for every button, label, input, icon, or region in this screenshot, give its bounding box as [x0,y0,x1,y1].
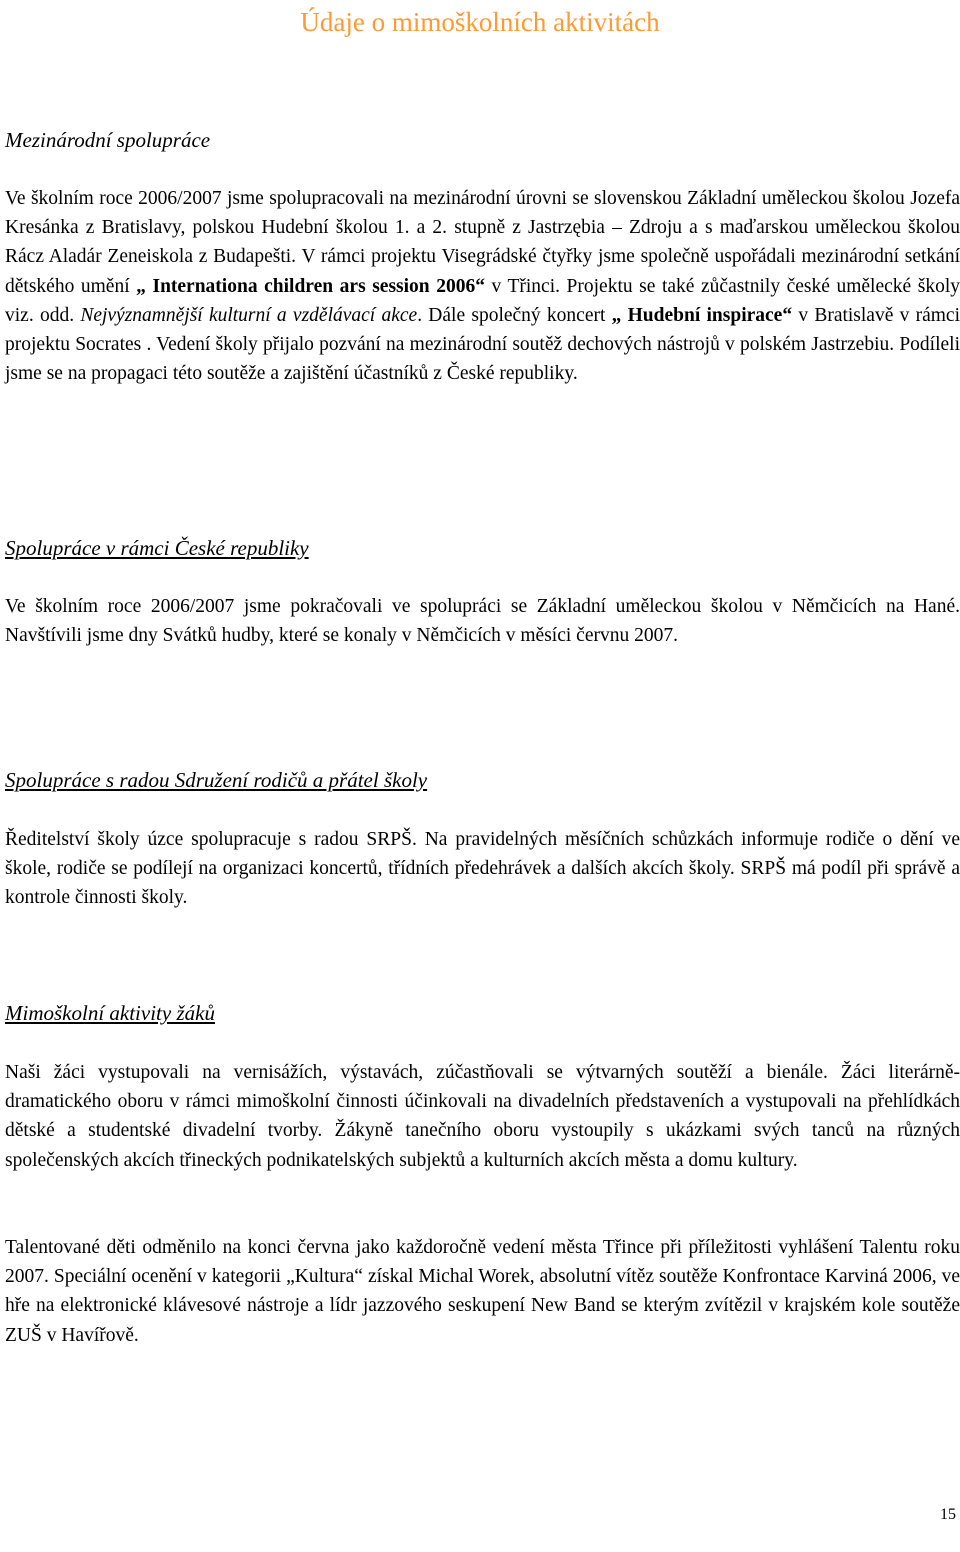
event-name-session: „ Internationa children ars session 2006“ [136,275,485,297]
text-run: . Dále společný koncert [417,304,612,326]
paragraph-czech-cooperation: Ve školním roce 2006/2007 jsme pokračovali ve spolupráci se Základní uměleckou školou v Němčicích na Hané. Navštívili jsme dny Svátků hudby, které se konaly v Němčicích v měsíci červnu 2007. [5,596,960,647]
paragraph-talents: Talentované děti odměnilo na konci června jako každoročně vedení města Třince při příležitosti vyhlášení Talentu roku 2007. Speciální ocenění v kategorii „Kultura“ získal Michal Worek, absolutní vítěz soutěže Konfrontace Karviná 2006, ve hře na elektronické klávesové nástroje a lídr jazzového seskupení New Band se kterým zvítězil v krajském kole soutěže ZUŠ v Havířově. [5,1237,960,1346]
text-run: v Bratislavě v rámci projektu Socrates . Vedení školy přijalo pozvání na mezinárodní soutěž dechových nástrojů v polském Jastrzebiu. Podíleli jsme se na propagaci této soutěže a zajištění účastníků z České republiky. [5,304,960,385]
heading-student-activities: Mimoškolní aktivity žáků [5,1001,215,1025]
paragraph-international-cooperation [5,184,960,388]
text-run: v Třinci. Projektu se také zůčastnily české umělecké školy viz. odd. [5,275,960,326]
heading-parents-association: Spolupráce s radou Sdružení rodičů a přátel školy [5,768,428,792]
page-number: 15 [940,1506,956,1523]
paragraph-parents-association: Ředitelství školy úzce spolupracuje s radou SRPŠ. Na pravidelných měsíčních schůzkách informuje rodiče o dění ve škole, rodiče se podílejí na organizaci koncertů, třídních předehrávek a dalších akcích školy. SRPŠ má podíl při správě a kontrole činnosti školy. [5,829,960,909]
reference-section-title: Nejvýznamnější kulturní a vzdělávací akce [80,304,418,326]
paragraph-student-activities: Naši žáci vystupovali na vernisážích, výstavách, zúčastňovali se výtvarných soutěží a bienále. Žáci literárně-dramatického oboru v rámci mimoškolní činnosti účinkovali na divadelních představeních a vystupovali na přehlídkách dětské a studentské divadelní tvorby. Žákyně tanečního oboru vystoupily s ukázkami svých tanců na různých společenských akcích třineckých podnikatelských subjektů a kulturních akcích města a domu kultury. [5,1062,960,1171]
heading-international-cooperation: Mezinárodní spolupráce [5,128,211,152]
text-run: Ve školním roce 2006/2007 jsme spolupracovali na mezinárodní úrovni se slovenskou Základní uměleckou školou Jozefa Kresánka z Bratislavy, polskou Hudební školou 1. a 2. stupně z Jastrzębia – Zdroju a s maďarskou uměleckou školou Rácz Aladár Zeneiskola z Budapešti. V rámci projektu Visegrádské čtyřky jsme společně uspořádali mezinárodní setkání dětského umění [5,188,960,297]
page-title: Údaje o mimoškolních aktivitách [300,7,660,37]
heading-czech-cooperation: Spolupráce v rámci České republiky [5,536,309,560]
event-name-concert: „ Hudební inspirace“ [611,304,793,326]
